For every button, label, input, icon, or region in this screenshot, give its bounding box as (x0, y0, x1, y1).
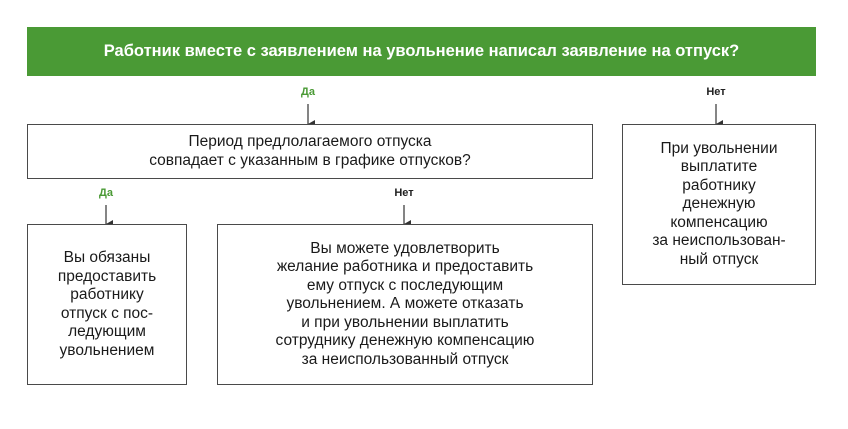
yes-label-top: Да (301, 86, 315, 98)
main-question-header: Работник вместе с заявлением на увольнение написал заявление на отпуск? (27, 27, 816, 76)
outcome-obliged-box: Вы обязаны предоставить работнику отпуск с пос- ледующим увольнением (27, 224, 187, 385)
outcome-choice-box: Вы можете удовлетворить желание работника и предоставить ему отпуск с последующим увольнением. А можете отказать и при увольнении выплатить сотруднику денежную компенсацию за неиспользованный отпуск (217, 224, 593, 385)
no-label-top: Нет (706, 86, 726, 98)
yes-label-period: Да (99, 187, 113, 199)
outcome-pay-compensation-box: При увольнении выплатите работнику денежную компенсацию за неиспользован- ный отпуск (622, 124, 816, 285)
no-label-period: Нет (394, 187, 414, 199)
period-question-box: Период предлолагаемого отпуска совпадает с указанным в графике отпусков? (27, 124, 593, 179)
